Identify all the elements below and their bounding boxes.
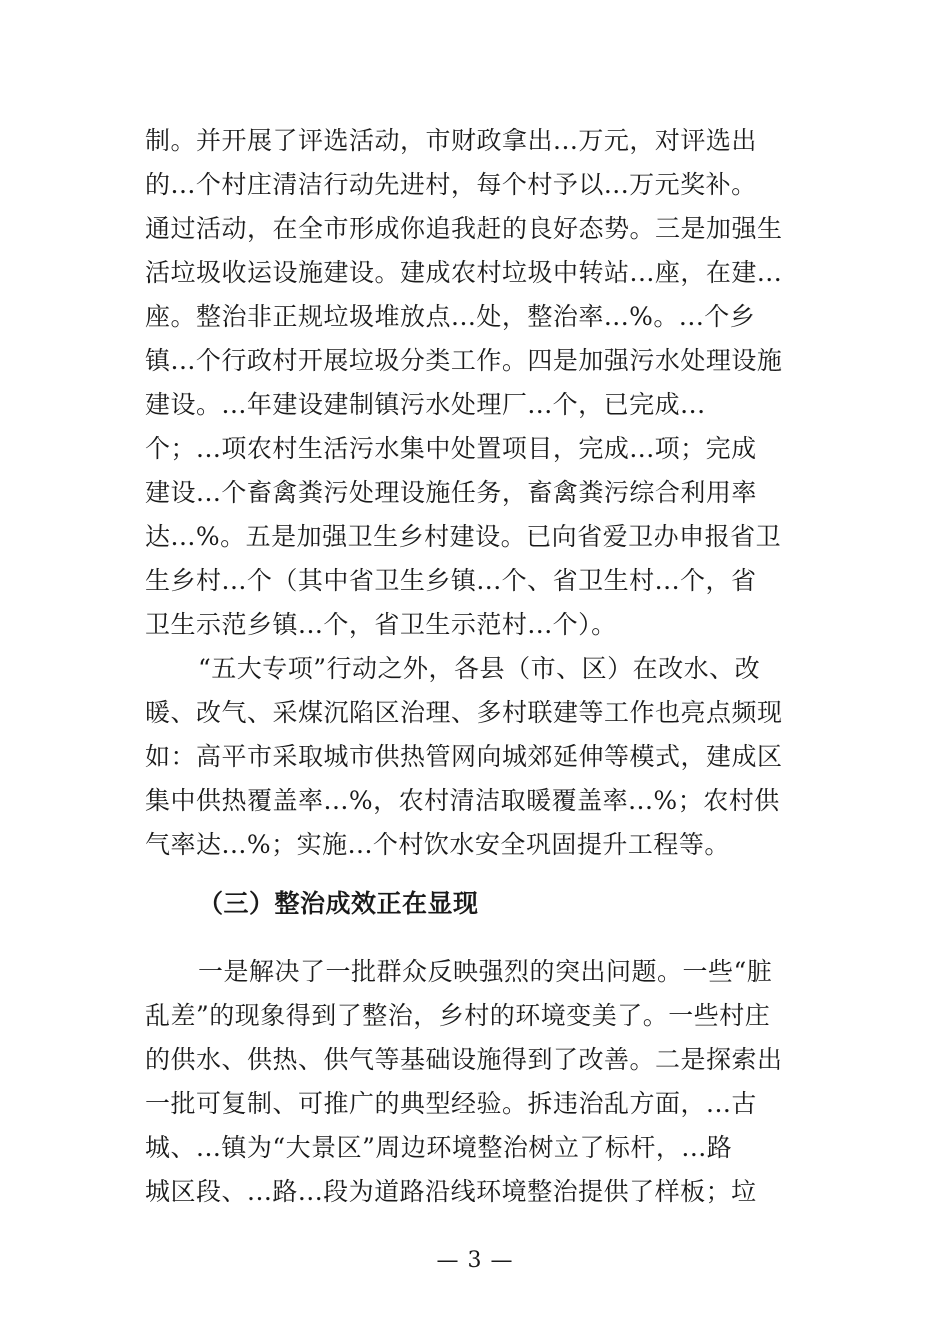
text-line: “五大专项”行动之外，各县（市、区）在改水、改 [198,654,761,683]
text-line: 卫生示范乡镇...个，省卫生示范村...个）。 [145,610,617,639]
text-line: 镇...个行政村开展垃圾分类工作。四是加强污水处理设施 [145,346,783,375]
text-line: 活垃圾收运设施建设。建成农村垃圾中转站...座，在建... [145,258,783,287]
text-line: 建设...个畜禽粪污处理设施任务，畜禽粪污综合利用率 [145,478,757,507]
text-line: 一批可复制、可推广的典型经验。拆违治乱方面，...古 [145,1089,757,1118]
text-line: 的供水、供热、供气等基础设施得到了改善。二是探索出 [145,1045,783,1074]
text-line: 暖、改气、采煤沉陷区治理、多村联建等工作也亮点频现 [145,698,783,727]
text-line: 建设。...年建设建制镇污水处理厂...个，已完成... [145,390,706,419]
section-heading: （三）整治成效正在显现 [198,889,479,918]
text-line: 如：高平市采取城市供热管网向城郊延伸等模式，建成区 [145,742,783,771]
text-line: 个；...项农村生活污水集中处置项目，完成...项；完成 [145,434,757,463]
text-line: 生乡村...个（其中省卫生乡镇...个、省卫生村...个，省 [145,566,757,595]
text-line: 城、...镇为“大景区”周边环境整治树立了标杆，...路 [145,1133,733,1162]
text-line: 的...个村庄清洁行动先进村，每个村予以...万元奖补。 [145,170,757,199]
text-line: 通过活动，在全市形成你追我赶的良好态势。三是加强生 [145,214,783,243]
text-line: 气率达...%；实施...个村饮水安全巩固提升工程等。 [145,830,730,859]
page-number: — 3 — [436,1248,514,1273]
text-line: 座。整治非正规垃圾堆放点...处，整治率...%。...个乡 [145,302,756,331]
text-line: 城区段、...路...段为道路沿线环境整治提供了样板；垃 [145,1177,757,1206]
text-line: 制。并开展了评选活动，市财政拿出...万元，对评选出 [145,126,757,155]
text-line: 达...%。五是加强卫生乡村建设。已向省爱卫办申报省卫 [145,522,782,551]
text-line: 乱差”的现象得到了整治，乡村的环境变美了。一些村庄 [145,1001,771,1030]
text-line: 一是解决了一批群众反映强烈的突出问题。一些“脏 [198,957,773,986]
text-line: 集中供热覆盖率...%，农村清洁取暖覆盖率...%；农村供 [145,786,780,815]
